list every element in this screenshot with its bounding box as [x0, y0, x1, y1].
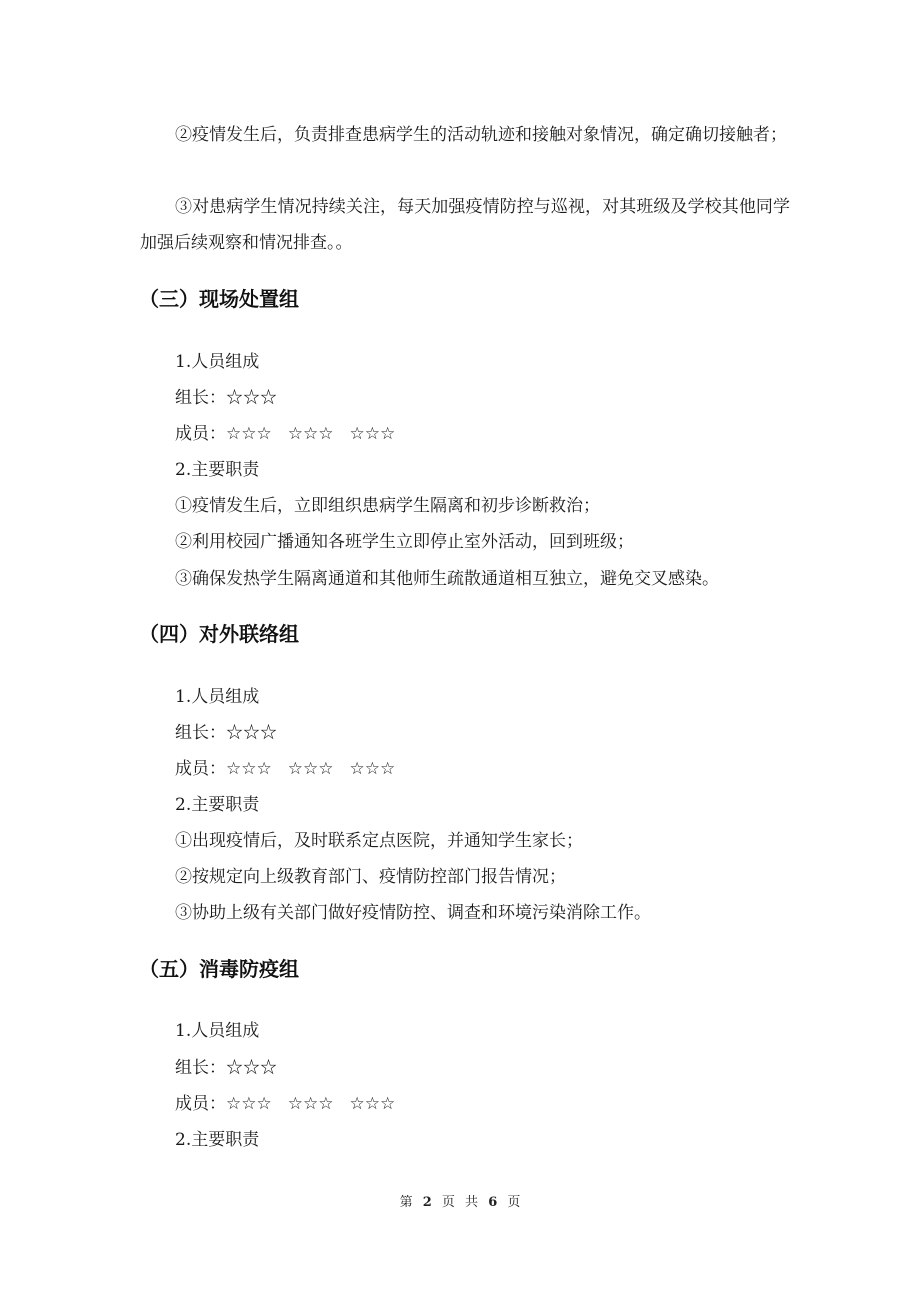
members-line: [175, 757, 395, 781]
duty-item: ③协助上级有关部门做好疫情防控、调查和环境污染消除工作。: [175, 903, 651, 923]
members-label: 成员：: [175, 1094, 226, 1114]
footer-prefix: 第: [399, 1195, 413, 1210]
duties-title: 2.主要职责: [175, 1130, 260, 1150]
members-line: [175, 1092, 395, 1116]
member-stars: ☆☆☆: [287, 424, 334, 444]
members-label: 成员：: [175, 424, 226, 444]
leader-line: 组长：☆☆☆: [175, 723, 277, 743]
member-stars: ☆☆☆: [226, 1094, 272, 1114]
member-stars: ☆☆☆: [287, 1094, 334, 1114]
intro-paragraph-2: ③对患病学生情况持续关注，每天加强疫情防控与巡视，对其班级及学校其他同学加强后续观察和情况排查。。: [140, 197, 790, 253]
leader-line: 组长：☆☆☆: [175, 388, 277, 408]
intro-paragraph-1: ②疫情发生后，负责排查患病学生的活动轨迹和接触对象情况，确定确切接触者；: [175, 125, 787, 145]
members-label: 成员：: [175, 759, 226, 779]
duty-item: ②按规定向上级教育部门、疫情防控部门报告情况；: [175, 867, 566, 887]
duties-title: 2.主要职责: [175, 460, 260, 480]
total-pages-number: 6: [488, 1195, 498, 1210]
members-line: [175, 422, 395, 446]
footer-suffix: 页: [507, 1195, 521, 1210]
personnel-title: 1.人员组成: [175, 352, 260, 372]
member-stars: ☆☆☆: [226, 424, 272, 444]
current-page-number: 2: [422, 1195, 432, 1210]
member-stars: ☆☆☆: [349, 759, 396, 779]
member-stars: ☆☆☆: [349, 1094, 396, 1114]
section-heading: （三）现场处置组: [139, 287, 299, 311]
member-stars: ☆☆☆: [349, 424, 396, 444]
page-footer: [0, 1193, 920, 1213]
section-heading: （五）消毒防疫组: [139, 957, 299, 981]
duty-item: ①疫情发生后，立即组织患病学生隔离和初步诊断救治；: [175, 496, 600, 516]
footer-middle: 页 共: [441, 1195, 479, 1210]
duty-item: ①出现疫情后，及时联系定点医院，并通知学生家长；: [175, 831, 583, 851]
section-heading: （四）对外联络组: [139, 622, 299, 646]
personnel-title: 1.人员组成: [175, 687, 260, 707]
personnel-title: 1.人员组成: [175, 1021, 260, 1041]
member-stars: ☆☆☆: [226, 759, 272, 779]
leader-line: 组长：☆☆☆: [175, 1058, 277, 1078]
duties-title: 2.主要职责: [175, 795, 260, 815]
duty-item: ②利用校园广播通知各班学生立即停止室外活动，回到班级；: [175, 532, 634, 552]
duty-item: ③确保发热学生隔离通道和其他师生疏散通道相互独立，避免交叉感染。: [175, 569, 719, 589]
member-stars: ☆☆☆: [287, 759, 334, 779]
